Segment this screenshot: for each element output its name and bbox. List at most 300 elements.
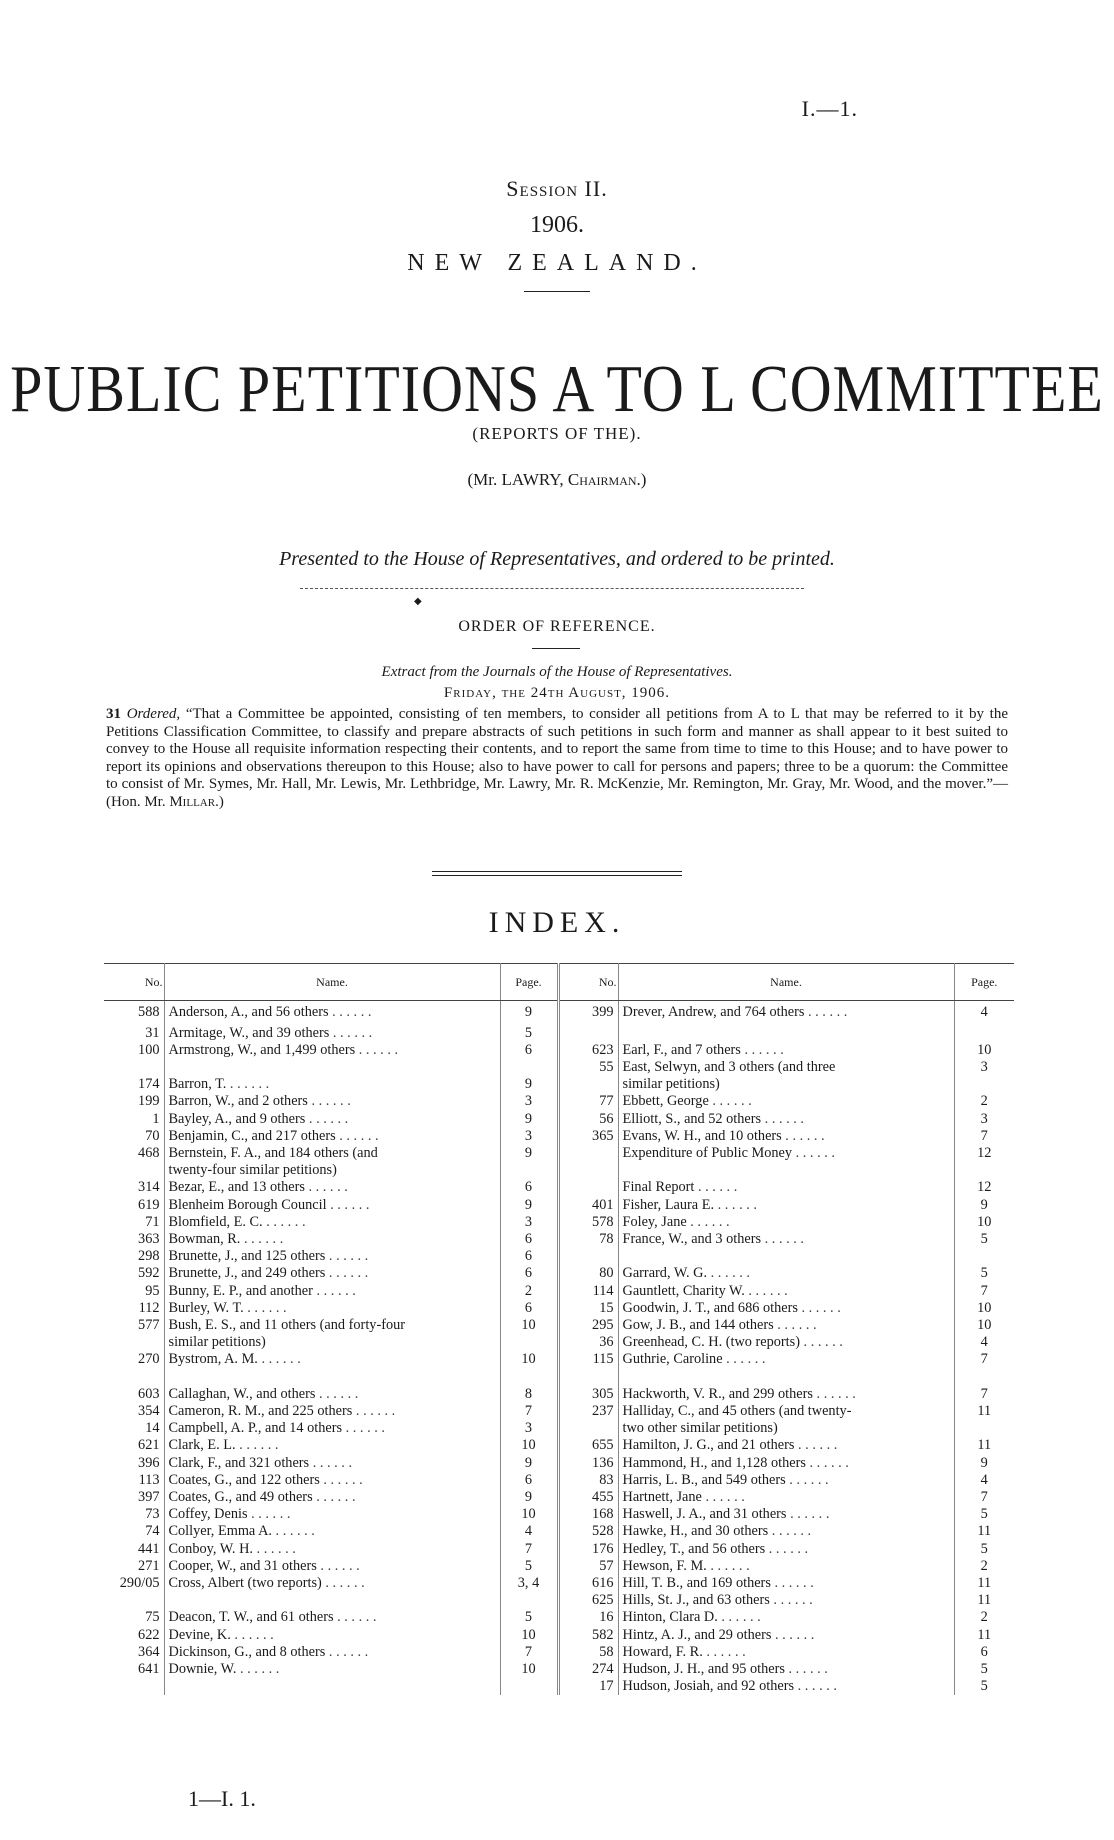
index-name-cell: Fisher, Laura E. . .: [618, 1197, 954, 1214]
index-page-cell: 7: [500, 1541, 558, 1558]
divider: [432, 875, 682, 876]
index-page-cell: 5: [980, 1540, 988, 1557]
index-name-cell: Hinton, Clara D. . .: [618, 1609, 954, 1626]
index-page-cell: [954, 1420, 1014, 1437]
index-name-cell: Earl, F., and 7 others . .: [618, 1042, 954, 1059]
index-number-cell: 78: [558, 1231, 618, 1248]
index-page-cell: 10: [500, 1506, 558, 1523]
index-name-cell: Goodwin, J. T., and 686 others . .: [618, 1300, 954, 1317]
divider: [524, 291, 590, 292]
index-name-cell: Gauntlett, Charity W. . .: [618, 1283, 954, 1300]
index-page-cell: 5: [500, 1609, 558, 1626]
index-number-cell: 55: [558, 1059, 618, 1076]
index-row: [104, 1678, 1014, 1695]
index-page-cell: 6: [500, 1248, 558, 1265]
index-number-cell: 74: [104, 1523, 164, 1540]
index-name-cell: Bezar, E., and 13 others . .: [164, 1179, 500, 1196]
index-name-cell: Gow, J. B., and 144 others . .: [618, 1317, 954, 1334]
index-name-cell: Bush, E. S., and 11 others (and forty-four: [164, 1317, 500, 1334]
index-name-cell: Expenditure of Public Money . .: [618, 1145, 954, 1162]
index-number-cell: 100: [104, 1042, 164, 1059]
index-number-cell: 365: [558, 1128, 618, 1145]
index-page-cell: [500, 1162, 558, 1179]
index-number-cell: 354: [104, 1403, 164, 1420]
header-name: Name.: [618, 964, 954, 1001]
index-number-cell: 237: [558, 1403, 618, 1420]
index-page-cell: 6: [500, 1231, 558, 1248]
index-number-cell: 95: [104, 1283, 164, 1300]
index-number-cell: 577: [104, 1317, 164, 1334]
index-name-cell: Dickinson, G., and 8 others . .: [164, 1644, 500, 1661]
index-title: INDEX.: [488, 906, 626, 939]
index-number-cell: 57: [558, 1558, 618, 1575]
index-row: [104, 1283, 1014, 1300]
index-name-cell: Bowman, R. . .: [164, 1231, 500, 1248]
index-name-cell: Cooper, W., and 31 others . .: [164, 1558, 500, 1575]
header-name: Name.: [164, 964, 500, 1001]
index-page-cell: 3: [500, 1128, 558, 1145]
index-number-cell: 113: [104, 1472, 164, 1489]
index-page-cell: 4: [500, 1523, 558, 1540]
index-row: [104, 1386, 1014, 1403]
index-name-cell: Callaghan, W., and others . .: [164, 1386, 500, 1403]
index-row: [104, 1437, 1014, 1454]
index-name-cell: Cross, Albert (two reports) . .: [164, 1575, 500, 1592]
index-number-cell: 17: [558, 1678, 618, 1695]
index-page-cell: 6: [500, 1300, 558, 1317]
sheet-signature: 1—I. 1.: [188, 1786, 256, 1811]
index-number-cell: 641: [104, 1661, 164, 1678]
index-page-cell: 11: [977, 1437, 992, 1454]
index-row: [104, 1455, 1014, 1472]
dot-mark: ◆: [414, 596, 422, 607]
index-number-cell: 115: [558, 1351, 618, 1368]
index-name-cell: similar petitions): [618, 1076, 954, 1093]
index-page-cell: 10: [500, 1627, 558, 1644]
index-number-cell: 271: [104, 1558, 164, 1575]
index-page-cell: 8: [500, 1386, 558, 1403]
index-name-cell: Hill, T. B., and 169 others . .: [618, 1575, 954, 1592]
index-page-cell: [500, 1678, 558, 1695]
index-page-cell: 5: [980, 1265, 988, 1282]
index-name-cell: Hamilton, J. G., and 21 others . .: [618, 1437, 954, 1454]
index-number-cell: 655: [558, 1437, 618, 1454]
index-number-cell: 71: [104, 1214, 164, 1231]
index-page-cell: [500, 1369, 558, 1386]
index-row: [104, 1025, 1014, 1042]
document-title: PUBLIC PETITIONS A TO L COMMITTEE: [10, 351, 1104, 426]
index-name-cell: Devine, K. . .: [164, 1627, 500, 1644]
index-row: [104, 1317, 1014, 1334]
index-number-cell: 14: [104, 1420, 164, 1437]
index-row: [104, 1111, 1014, 1128]
index-name-cell: Brunette, J., and 249 others . .: [164, 1265, 500, 1282]
index-page-cell: 9: [500, 1197, 558, 1214]
index-row: [104, 1558, 1014, 1575]
index-number-cell: [104, 1059, 164, 1076]
index-number-cell: 397: [104, 1489, 164, 1506]
chairman-note: (Mr. LAWRY, Chairman.): [467, 470, 647, 489]
index-name-cell: Hammond, H., and 1,128 others . .: [618, 1455, 954, 1472]
presented-note: Presented to the House of Representatives, and ordered to be printed.: [279, 548, 835, 570]
index-name-cell: [164, 1592, 500, 1609]
index-row: [104, 1609, 1014, 1626]
index-page-cell: 7: [980, 1385, 988, 1402]
index-number-cell: 625: [558, 1592, 618, 1609]
index-row: [104, 1179, 1014, 1196]
index-number-cell: 112: [104, 1300, 164, 1317]
index-row: [104, 1420, 1014, 1437]
index-name-cell: Guthrie, Caroline . .: [618, 1351, 954, 1368]
index-page-cell: 12: [977, 1144, 992, 1161]
index-name-cell: Campbell, A. P., and 14 others . .: [164, 1420, 500, 1437]
index-page-cell: 3: [980, 1058, 988, 1075]
index-row: [104, 1523, 1014, 1540]
index-number-cell: 15: [558, 1300, 618, 1317]
divider: [432, 871, 682, 872]
index-page-cell: 12: [977, 1179, 992, 1196]
index-name-cell: Barron, W., and 2 others . .: [164, 1093, 500, 1110]
index-page-cell: 9: [980, 1196, 988, 1213]
index-page-cell: [954, 1025, 1014, 1042]
index-number-cell: 298: [104, 1248, 164, 1265]
index-name-cell: twenty-four similar petitions): [164, 1162, 500, 1179]
index-name-cell: Brunette, J., and 125 others . .: [164, 1248, 500, 1265]
index-page-cell: 6: [500, 1042, 558, 1059]
index-name-cell: Conboy, W. H. . .: [164, 1541, 500, 1558]
index-row: [104, 1369, 1014, 1386]
header-no: No.: [558, 964, 618, 1001]
index-name-cell: two other similar petitions): [618, 1420, 954, 1437]
index-name-cell: Barron, T. . .: [164, 1076, 500, 1093]
extract-line: Extract from the Journals of the House of Representatives.: [381, 664, 733, 680]
index-number-cell: 588: [104, 1001, 164, 1025]
index-page-cell: 5: [980, 1506, 988, 1523]
index-row: [104, 1214, 1014, 1231]
index-number-cell: 623: [558, 1042, 618, 1059]
index-page-cell: 6: [500, 1265, 558, 1282]
index-number-cell: 80: [558, 1265, 618, 1282]
index-page-cell: 5: [980, 1678, 988, 1695]
index-name-cell: Ebbett, George . .: [618, 1093, 954, 1110]
index-number-cell: [104, 1334, 164, 1351]
session-label: Session II.: [506, 176, 608, 201]
index-page-cell: 5: [980, 1230, 988, 1247]
index-page-cell: 7: [500, 1403, 558, 1420]
index-name-cell: France, W., and 3 others . .: [618, 1231, 954, 1248]
index-name-cell: Bystrom, A. M. . .: [164, 1351, 500, 1368]
index-row: [104, 1248, 1014, 1265]
index-page-cell: [500, 1059, 558, 1076]
index-name-cell: Bayley, A., and 9 others . .: [164, 1111, 500, 1128]
index-name-cell: Howard, F. R. . .: [618, 1644, 954, 1661]
index-page-cell: 2: [500, 1283, 558, 1300]
index-name-cell: Cameron, R. M., and 225 others . .: [164, 1403, 500, 1420]
index-number-cell: [104, 1592, 164, 1609]
index-name-cell: Downie, W. . .: [164, 1661, 500, 1678]
index-page-cell: 7: [980, 1282, 988, 1299]
index-page-cell: [954, 1162, 1014, 1179]
index-row: [104, 1351, 1014, 1368]
index-number-cell: 364: [104, 1644, 164, 1661]
index-name-cell: Bernstein, F. A., and 184 others (and: [164, 1145, 500, 1162]
index-name-cell: [164, 1369, 500, 1386]
index-number-cell: 441: [104, 1541, 164, 1558]
country-label: NEW ZEALAND.: [407, 250, 707, 276]
index-number-cell: [558, 1076, 618, 1093]
index-row: [104, 1197, 1014, 1214]
index-name-cell: East, Selwyn, and 3 others (and three: [618, 1059, 954, 1076]
index-number-cell: 582: [558, 1627, 618, 1644]
index-number-cell: 114: [558, 1283, 618, 1300]
index-page-cell: 10: [500, 1661, 558, 1678]
index-name-cell: Hawke, H., and 30 others . .: [618, 1523, 954, 1540]
index-name-cell: Armstrong, W., and 1,499 others . .: [164, 1042, 500, 1059]
order-paragraph: 31 Ordered, “That a Committee be appointed, consisting of ten members, to consider all petitions from A to L that may be referred to it by the Petitions Classification Committee, to classify and prepare abstracts of such petitions in such form and manner as shall appear to it best suited to convey to the House all requisite information respecting their contents, and to report the same from time to time to this House; and to have power to report its opinions and observations thereupon to this House; also to have power to call for persons and papers; three to be a quorum: the Committee to consist of Mr. Symes, Mr. Hall, Mr. Lewis, Mr. Lethbridge, Mr. Lawry, Mr. R. McKenzie, Mr. Remington, Mr. Gray, Mr. Wood, and the mover.”—(Hon. Mr. Millar.): [106, 706, 1009, 810]
index-name-cell: Garrard, W. G. . .: [618, 1265, 954, 1282]
index-row: [104, 1472, 1014, 1489]
index-page-cell: 10: [500, 1351, 558, 1368]
index-page-cell: 10: [500, 1437, 558, 1454]
header-no: No.: [104, 964, 164, 1001]
index-page-cell: 4: [980, 1004, 988, 1021]
index-row: [104, 1627, 1014, 1644]
index-number-cell: 468: [104, 1145, 164, 1162]
index-name-cell: Armitage, W., and 39 others . .: [164, 1025, 500, 1042]
index-name-cell: [618, 1369, 954, 1386]
index-number-cell: 274: [558, 1661, 618, 1678]
index-page-cell: 9: [500, 1076, 558, 1093]
index-number-cell: 16: [558, 1609, 618, 1626]
index-name-cell: Elliott, S., and 52 others . .: [618, 1111, 954, 1128]
order-date: Friday, the 24th August, 1906.: [443, 685, 671, 701]
document-subtitle: (REPORTS OF THE).: [472, 424, 642, 443]
index-page-cell: 9: [500, 1145, 558, 1162]
index-row: [104, 1541, 1014, 1558]
index-name-cell: Blenheim Borough Council . .: [164, 1197, 500, 1214]
index-number-cell: 176: [558, 1541, 618, 1558]
index-name-cell: Deacon, T. W., and 61 others . .: [164, 1609, 500, 1626]
index-page-cell: 2: [980, 1557, 988, 1574]
index-name-cell: Hills, St. J., and 63 others . .: [618, 1592, 954, 1609]
index-page-cell: [500, 1592, 558, 1609]
index-number-cell: 528: [558, 1523, 618, 1540]
index-number-cell: 270: [104, 1351, 164, 1368]
index-page-cell: 11: [977, 1592, 992, 1609]
index-table: [104, 963, 1014, 1695]
index-page-cell: 5: [500, 1025, 558, 1042]
index-number-cell: 401: [558, 1197, 618, 1214]
index-row: [104, 1059, 1014, 1076]
index-page-cell: 11: [977, 1574, 992, 1591]
index-page-cell: 5: [980, 1661, 988, 1677]
index-page-cell: 7: [980, 1351, 988, 1368]
index-page-cell: 3: [980, 1110, 988, 1127]
index-number-cell: [558, 1025, 618, 1042]
index-name-cell: Clark, E. L. . .: [164, 1437, 500, 1454]
index-name-cell: Hackworth, V. R., and 299 others . .: [618, 1386, 954, 1403]
index-number-cell: [558, 1369, 618, 1386]
index-page-cell: 10: [500, 1317, 558, 1334]
index-number-cell: 174: [104, 1076, 164, 1093]
index-row: [104, 1093, 1014, 1110]
index-name-cell: [164, 1678, 500, 1695]
index-name-cell: Coates, G., and 49 others . .: [164, 1489, 500, 1506]
header-page: Page.: [500, 964, 558, 1001]
index-name-cell: Benjamin, C., and 217 others . .: [164, 1128, 500, 1145]
index-page-cell: 10: [977, 1316, 992, 1333]
index-row: [104, 1128, 1014, 1145]
index-number-cell: [558, 1248, 618, 1265]
index-page-cell: 9: [980, 1454, 988, 1471]
index-page-cell: 4: [980, 1471, 988, 1488]
index-page-cell: 7: [980, 1488, 988, 1505]
index-number-cell: 603: [104, 1386, 164, 1403]
divider: [532, 648, 580, 649]
index-number-cell: 295: [558, 1317, 618, 1334]
index-name-cell: Evans, W. H., and 10 others . .: [618, 1128, 954, 1145]
index-row: [104, 1592, 1014, 1609]
index-number-cell: 616: [558, 1575, 618, 1592]
index-name-cell: [618, 1025, 954, 1042]
index-row: [104, 1265, 1014, 1282]
divider: [300, 588, 804, 589]
index-page-cell: 9: [500, 1489, 558, 1506]
index-page-cell: [500, 1334, 558, 1351]
page-code: I.—1.: [801, 96, 858, 121]
index-number-cell: 455: [558, 1489, 618, 1506]
index-row: [104, 1575, 1014, 1592]
index-page-cell: 6: [500, 1472, 558, 1489]
index-name-cell: Hintz, A. J., and 29 others . .: [618, 1627, 954, 1644]
index-number-cell: 290/05: [104, 1575, 164, 1592]
index-page-cell: 9: [500, 1001, 558, 1025]
index-page-cell: [954, 1248, 1014, 1265]
index-name-cell: Burley, W. T. . .: [164, 1300, 500, 1317]
order-heading: ORDER OF REFERENCE.: [458, 618, 656, 635]
index-number-cell: 83: [558, 1472, 618, 1489]
index-page-cell: 3: [500, 1420, 558, 1437]
index-number-cell: 305: [558, 1386, 618, 1403]
index-name-cell: Bunny, E. P., and another . .: [164, 1283, 500, 1300]
index-name-cell: Hudson, Josiah, and 92 others . .: [618, 1678, 954, 1695]
index-page-cell: 2: [980, 1609, 988, 1626]
index-number-cell: 36: [558, 1334, 618, 1351]
index-row: [104, 1300, 1014, 1317]
index-page-cell: 3: [500, 1093, 558, 1110]
index-number-cell: 399: [558, 1001, 618, 1025]
index-page-cell: 11: [977, 1402, 992, 1419]
index-name-cell: Coates, G., and 122 others . .: [164, 1472, 500, 1489]
header-page: Page.: [954, 964, 1014, 1001]
index-number-cell: 363: [104, 1231, 164, 1248]
index-page-cell: 2: [980, 1093, 988, 1110]
index-page-cell: 7: [980, 1127, 988, 1144]
index-header-row: [104, 964, 1014, 1001]
index-page-cell: 10: [977, 1213, 992, 1230]
index-name-cell: Blomfield, E. C. . .: [164, 1214, 500, 1231]
index-number-cell: 396: [104, 1455, 164, 1472]
index-number-cell: 314: [104, 1179, 164, 1196]
index-page-cell: [954, 1369, 1014, 1386]
index-page-cell: 7: [500, 1644, 558, 1661]
index-number-cell: 31: [104, 1025, 164, 1042]
index-page-cell: 4: [980, 1334, 988, 1351]
index-name-cell: Anderson, A., and 56 others . .: [164, 1001, 500, 1025]
index-name-cell: Drever, Andrew, and 764 others . .: [618, 1001, 954, 1025]
index-number-cell: 592: [104, 1265, 164, 1282]
index-page-cell: 3: [500, 1214, 558, 1231]
index-row: [104, 1403, 1014, 1420]
index-number-cell: [558, 1420, 618, 1437]
index-row: [104, 1145, 1014, 1162]
index-name-cell: similar petitions): [164, 1334, 500, 1351]
index-number-cell: 619: [104, 1197, 164, 1214]
index-name-cell: Coffey, Denis . .: [164, 1506, 500, 1523]
index-number-cell: 56: [558, 1111, 618, 1128]
index-name-cell: Hewson, F. M. . .: [618, 1558, 954, 1575]
index-name-cell: Greenhead, C. H. (two reports) . .: [618, 1334, 954, 1351]
index-page-cell: 11: [977, 1523, 992, 1540]
index-number-cell: [104, 1678, 164, 1695]
index-name-cell: Harris, L. B., and 549 others . .: [618, 1472, 954, 1489]
index-name-cell: [618, 1162, 954, 1179]
index-row: [104, 1489, 1014, 1506]
index-name-cell: Hartnett, Jane . .: [618, 1489, 954, 1506]
index-name-cell: Hedley, T., and 56 others . .: [618, 1541, 954, 1558]
index-page-cell: 6: [500, 1179, 558, 1196]
index-number-cell: 75: [104, 1609, 164, 1626]
index-row: [104, 1661, 1014, 1678]
year-label: 1906.: [530, 212, 584, 238]
index-number-cell: 73: [104, 1506, 164, 1523]
index-number-cell: 578: [558, 1214, 618, 1231]
index-name-cell: Hudson, J. H., and 95 others . .: [618, 1661, 954, 1678]
index-number-cell: [558, 1162, 618, 1179]
index-number-cell: 622: [104, 1627, 164, 1644]
index-row: [104, 1644, 1014, 1661]
index-number-cell: 199: [104, 1093, 164, 1110]
index-page-cell: 3, 4: [500, 1575, 558, 1592]
index-number-cell: 58: [558, 1644, 618, 1661]
index-page-cell: 9: [500, 1455, 558, 1472]
index-row: [104, 1076, 1014, 1093]
index-row: [104, 1231, 1014, 1248]
index-page-cell: 6: [980, 1643, 988, 1660]
index-name-cell: Foley, Jane . .: [618, 1214, 954, 1231]
index-name-cell: [164, 1059, 500, 1076]
index-page-cell: 10: [977, 1299, 992, 1316]
index-number-cell: 621: [104, 1437, 164, 1454]
index-name-cell: Final Report . .: [618, 1179, 954, 1196]
index-name-cell: Halliday, C., and 45 others (and twenty-: [618, 1403, 954, 1420]
index-row: [104, 1506, 1014, 1523]
index-number-cell: 70: [104, 1128, 164, 1145]
index-number-cell: [558, 1145, 618, 1162]
index-name-cell: Haswell, J. A., and 31 others . .: [618, 1506, 954, 1523]
index-number-cell: 77: [558, 1093, 618, 1110]
index-row: [104, 1162, 1014, 1179]
index-page-cell: 9: [500, 1111, 558, 1128]
index-number-cell: 136: [558, 1455, 618, 1472]
index-name-cell: [618, 1248, 954, 1265]
index-page-cell: 11: [977, 1626, 992, 1643]
index-name-cell: Collyer, Emma A. . .: [164, 1523, 500, 1540]
index-name-cell: Clark, F., and 321 others . .: [164, 1455, 500, 1472]
index-number-cell: 1: [104, 1111, 164, 1128]
index-number-cell: [104, 1162, 164, 1179]
index-row: [104, 1001, 1014, 1025]
